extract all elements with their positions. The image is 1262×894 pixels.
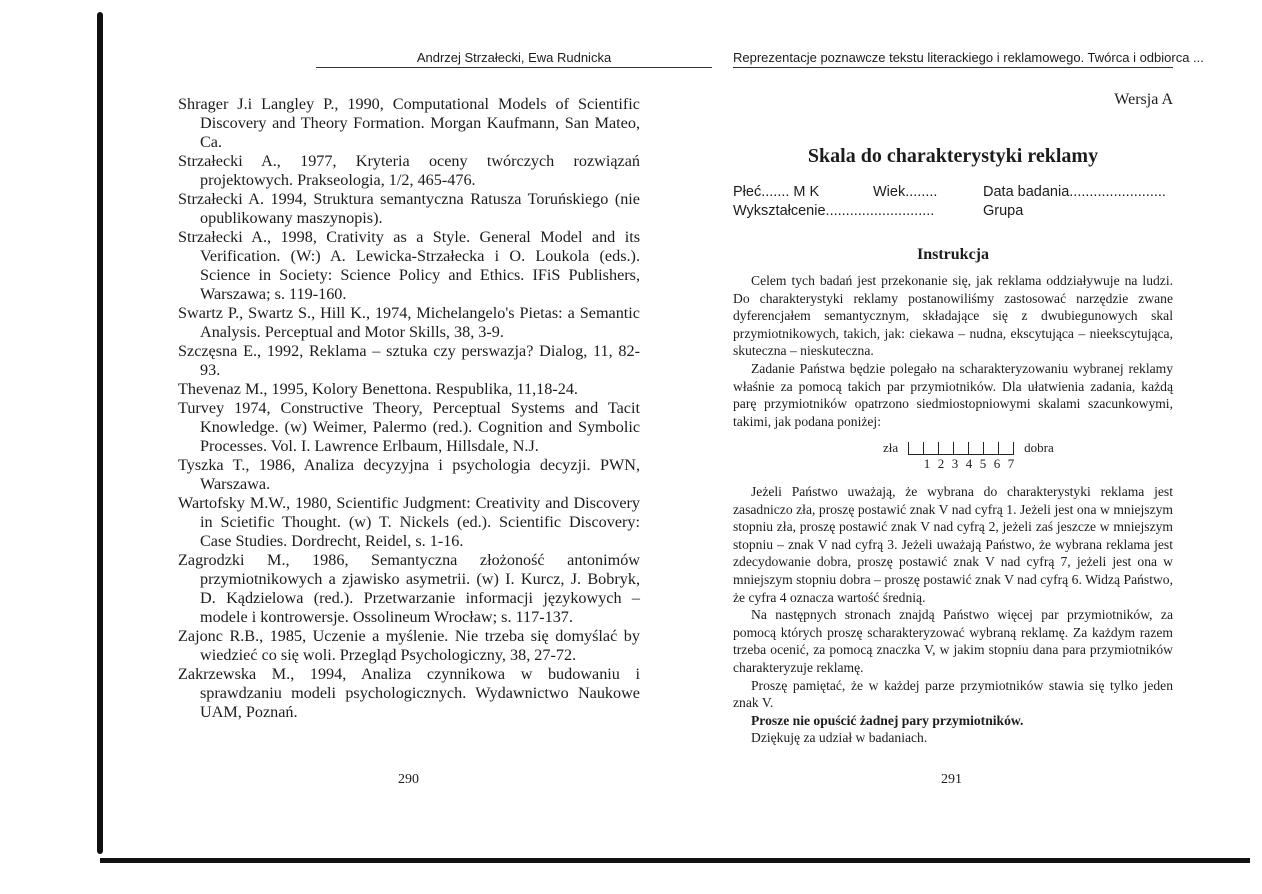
reference-item: Szczęsna E., 1992, Reklama – sztuka czy perswazja? Dialog, 11, 82-93. [178, 342, 640, 379]
scale-number: 1 [923, 456, 931, 471]
scale-number: 4 [965, 456, 973, 471]
book-spine-shadow [97, 12, 103, 854]
group-field: Grupa [983, 203, 1024, 219]
instruction-heading: Instrukcja [916, 246, 989, 263]
scale-number: 6 [993, 456, 1001, 471]
scale-number: 2 [937, 456, 945, 471]
paragraph: Zadanie Państwa będzie polegało na scharakteryzowaniu wybranej reklamy właśnie za pomocą takich par przymiotników. Dla ułatwienia zadania, każdą parę przymiotników opatrzono siedmiostopniowymi skalami szacunkowymi, takimi, jak podana poniżej: [733, 360, 1173, 429]
date-field: Data badania........................ [983, 184, 1166, 200]
paragraph: Na następnych stronach znajdą Państwo więcej par przymiotników, za pomocą których proszę scharakteryzować wybraną reklamę. Za każdym razem trzeba ocenić, za pomocą znaczka V, w jakim stopniu dana para przymiotników charakteryzuje reklamę. [733, 607, 1173, 675]
reference-list [178, 95, 640, 722]
paragraph: Celem tych badań jest przekonanie się, jak reklama oddziaływuje na ludzi. Do charakterystyki reklamy postanowiliśmy zastosować narzędzie zwane dyferencjałem semantycznym, składające się z dwubiegunowych skal przymiotnikowych, takich, jak: ciekawa – nudna, ekscytująca – nieekscytująca, skuteczna – nieskuteczna. [733, 273, 1173, 359]
reference-item: Strzałecki A., 1977, Kryteria oceny twórczych rozwiązań projektowych. Prakseologia, 1/2, 465-476. [178, 152, 640, 189]
reference-item: Strzałecki A., 1998, Crativity as a Style. General Model and its Verification. (W:) A. Lewicka-Strzałecka i O. Loukola (eds.). Science in Society: Science Policy and Ethics. IFiS Publishers, Warszawa; s. 119-160. [178, 228, 640, 303]
reference-item: Zakrzewska M., 1994, Analiza czynnikowa w budowaniu i sprawdzaniu modeli psychologicznych. Wydawnictwo Naukowe UAM, Poznań. [178, 665, 640, 721]
age-field: Wiek........ [873, 184, 938, 200]
scale-number: 3 [951, 456, 959, 471]
education-field: Wykształcenie........................... [733, 203, 935, 219]
paragraph: Jeżeli Państwo uważają, że wybrana do charakterystyki reklama jest zasadniczo zła, proszę postawić znak V nad cyfrą 1. Jeżeli jest ona w mniejszym stopniu zła, proszę postawić znak V nad cyfrą 2, jeżeli zaś jeszcze w mniejszym stopniu – znak V nad cyfrą 3. Jeżeli uważają Państwo, że wybrana reklama jest zdecydowanie dobra, proszę postawić znak V nad cyfrą 7, jeżeli jest ona w mniejszym stopniu dobra – proszę postawić znak V nad cyfrą 6. Widzą Państwo, że cyfra 4 oznacza wartość średnią. [733, 484, 1173, 605]
questionnaire-title: Skala do charakterystyki reklamy [807, 145, 1099, 167]
sex-field: Płeć....... M K [733, 184, 820, 200]
paragraph: Proszę pamiętać, że w każdej parze przymiotników stawia się tylko jeden znak V. [733, 677, 1173, 711]
reference-item: Tyszka T., 1986, Analiza decyzyjna i psychologia decyzji. PWN, Warszawa. [178, 456, 640, 493]
scale-boxes [908, 442, 1014, 455]
reference-item: Shrager J.i Langley P., 1990, Computational Models of Scientific Discovery and Theory Formation. Morgan Kaufmann, San Mateo, Ca. [178, 95, 640, 151]
reference-item: Swartz P., Swartz S., Hill K., 1974, Michelangelo's Pietas: a Semantic Analysis. Perceptual and Motor Skills, 38, 3-9. [178, 304, 640, 341]
scale-left-label: zła [883, 440, 899, 455]
paragraph: Prosze nie opuścić żadnej pary przymiotników. [751, 712, 1024, 728]
scale-numbers [920, 456, 1054, 472]
scale-number: 5 [979, 456, 987, 471]
reference-item: Zajonc R.B., 1985, Uczenie a myślenie. Nie trzeba się domyślać by wiedzieć co się woli. Przegląd Psychologiczny, 38, 27-72. [178, 627, 640, 664]
page-bottom-shadow [100, 858, 1250, 863]
example-scale [883, 440, 1054, 472]
left-running-head: Andrzej Strzałecki, Ewa Rudnicka [316, 50, 712, 68]
left-page-number: 290 [398, 772, 419, 787]
scale-right-label: dobra [1024, 440, 1054, 455]
respondent-form [733, 184, 1173, 222]
version-label: Wersja A [1114, 91, 1173, 108]
reference-item: Turvey 1974, Constructive Theory, Perceptual Systems and Tacit Knowledge. (w) Weimer, Palermo (red.). Cognition and Symbolic Processes. Vol. I. Lawrence Erlbaum, Hillsdale, N.J. [178, 399, 640, 455]
paragraph: Dziękuję za udział w badaniach. [751, 730, 928, 746]
instruction-text-top [733, 272, 1173, 430]
reference-item: Wartofsky M.W., 1980, Scientific Judgment: Creativity and Discovery in Scietific Thought. (w) T. Nickels (ed.). Scientific Discovery: Case Studies. Dordrecht, Reidel, s. 1-16. [178, 494, 640, 550]
scale-number: 7 [1007, 456, 1015, 471]
reference-item: Thevenaz M., 1995, Kolory Benettona. Respublika, 11,18-24. [178, 380, 578, 398]
right-page-number: 291 [941, 772, 962, 787]
reference-item: Zagrodzki M., 1986, Semantyczna złożoność antonimów przymiotnikowych a zjawisko asymetrii. (w) I. Kurcz, J. Bobryk, D. Kądzielowa (red.). Przetwarzanie informacji językowych – modele i kontrowersje. Ossolineum Wrocław; s. 117-137. [178, 551, 640, 626]
right-running-head: Reprezentacje poznawcze tekstu literackiego i reklamowego. Twórca i odbiorca ... [733, 50, 1173, 68]
reference-item: Strzałecki A. 1994, Struktura semantyczna Ratusza Toruńskiego (nie opublikowany maszynopis). [178, 190, 640, 227]
instruction-text-bottom [733, 483, 1173, 747]
